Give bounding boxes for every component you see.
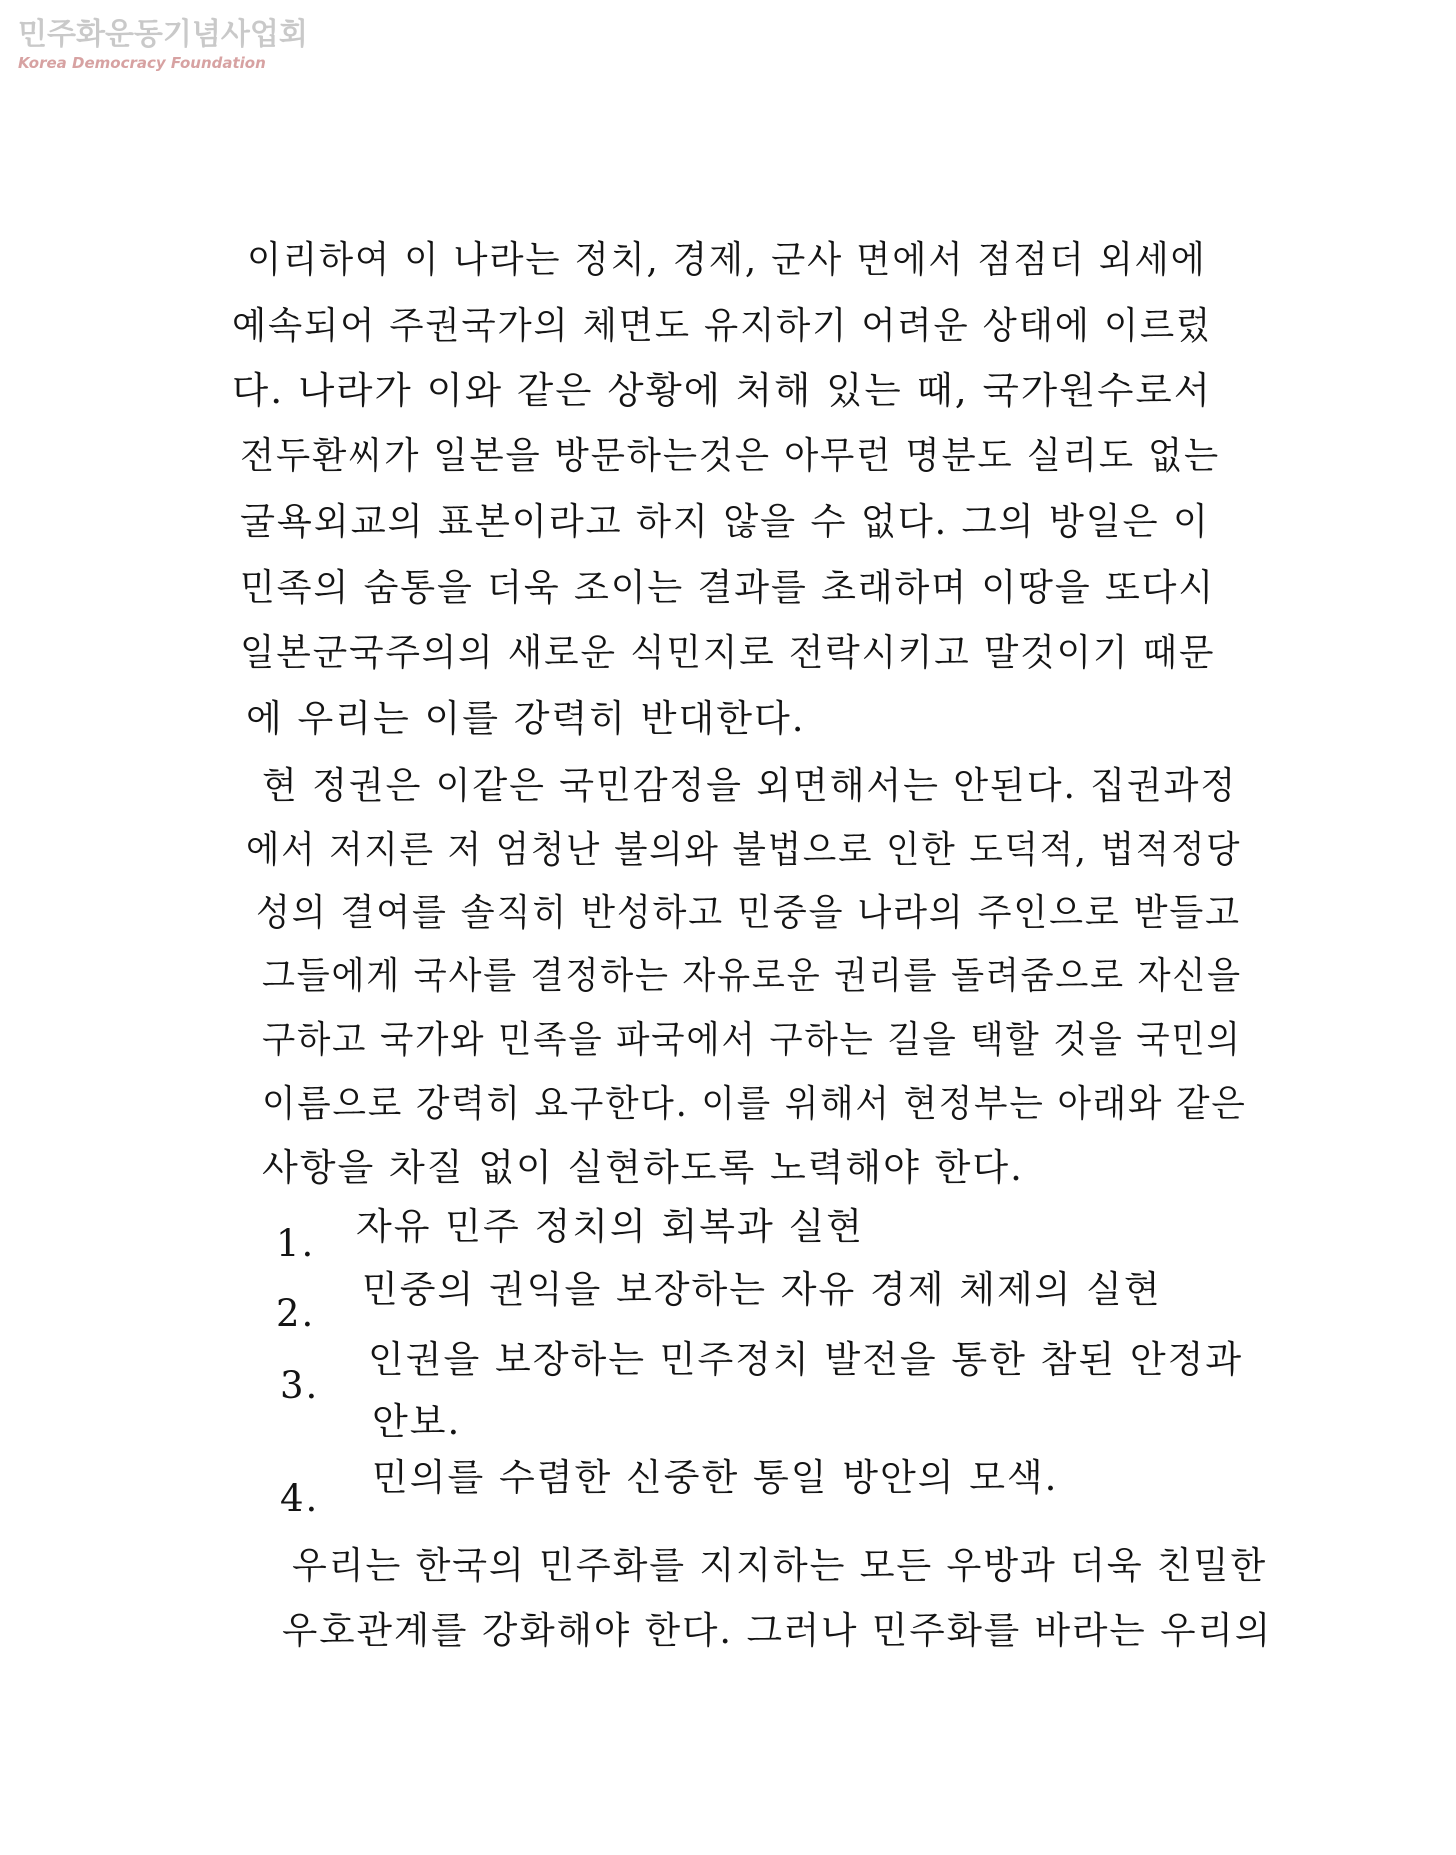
letter-line: 굴욕외교의 표본이라고 하지 않을 수 없다. 그의 방일은 이 xyxy=(240,500,1210,543)
demand-number: 3. xyxy=(280,1364,320,1407)
letter-line: 성의 결여를 솔직히 반성하고 민중을 나라의 주인으로 받들고 xyxy=(256,891,1241,934)
foundation-watermark xyxy=(18,18,308,72)
demand-text: 민중의 권익을 보장하는 자유 경제 체제의 실현 xyxy=(362,1268,1162,1311)
letter-line: 이름으로 강력히 요구한다. 이를 위해서 현정부는 아래와 같은 xyxy=(262,1082,1247,1125)
letter-line: 예속되어 주권국가의 체면도 유지하기 어려운 상태에 이르렀 xyxy=(232,304,1213,347)
demand-text: 자유 민주 정치의 회복과 실현 xyxy=(356,1205,864,1248)
letter-line: 에 우리는 이를 강력히 반대한다. xyxy=(246,697,806,740)
letter-line: 에서 저지른 저 엄청난 불의와 불법으로 인한 도덕적, 법적정당 xyxy=(246,828,1242,871)
letter-line: 민족의 숨통을 더욱 조이는 결과를 초래하며 이땅을 또다시 xyxy=(240,566,1216,609)
demand-text: 안보. xyxy=(372,1400,462,1443)
letter-line: 우리는 한국의 민주화를 지지하는 모든 우방과 더욱 친밀한 xyxy=(292,1544,1268,1587)
letter-line: 일본군국주의의 새로운 식민지로 전락시키고 말것이기 때문 xyxy=(240,631,1216,674)
watermark-title: 민주화운동기념사업회 xyxy=(18,17,308,52)
letter-line: 전두환씨가 일본을 방문하는것은 아무런 명분도 실리도 없는 xyxy=(240,434,1221,477)
letter-line: 우호관계를 강화해야 한다. 그러나 민주화를 바라는 우리의 xyxy=(282,1609,1273,1652)
watermark-subtitle: Korea Democracy Foundation xyxy=(18,54,266,72)
letter-line: 사항을 차질 없이 실현하도록 노력해야 한다. xyxy=(262,1146,1024,1189)
demand-text: 민의를 수렴한 신중한 통일 방안의 모색. xyxy=(372,1456,1059,1499)
letter-line: 이리하여 이 나라는 정치, 경제, 군사 면에서 점점더 외세에 xyxy=(247,238,1207,281)
demand-number: 4. xyxy=(280,1477,320,1520)
letter-line: 다. 나라가 이와 같은 상황에 처해 있는 때, 국가원수로서 xyxy=(232,369,1212,412)
demand-text: 인권을 보장하는 민주정치 발전을 통한 참된 안정과 xyxy=(368,1338,1244,1381)
demand-number: 1. xyxy=(276,1222,316,1265)
demand-number: 2. xyxy=(276,1292,316,1335)
letter-line: 구하고 국가와 민족을 파국에서 구하는 길을 택할 것을 국민의 xyxy=(262,1018,1242,1061)
letter-line: 현 정권은 이같은 국민감정을 외면해서는 안된다. 집권과정 xyxy=(262,764,1238,807)
letter-line: 그들에게 국사를 결정하는 자유로운 권리를 돌려줌으로 자신을 xyxy=(262,954,1242,997)
